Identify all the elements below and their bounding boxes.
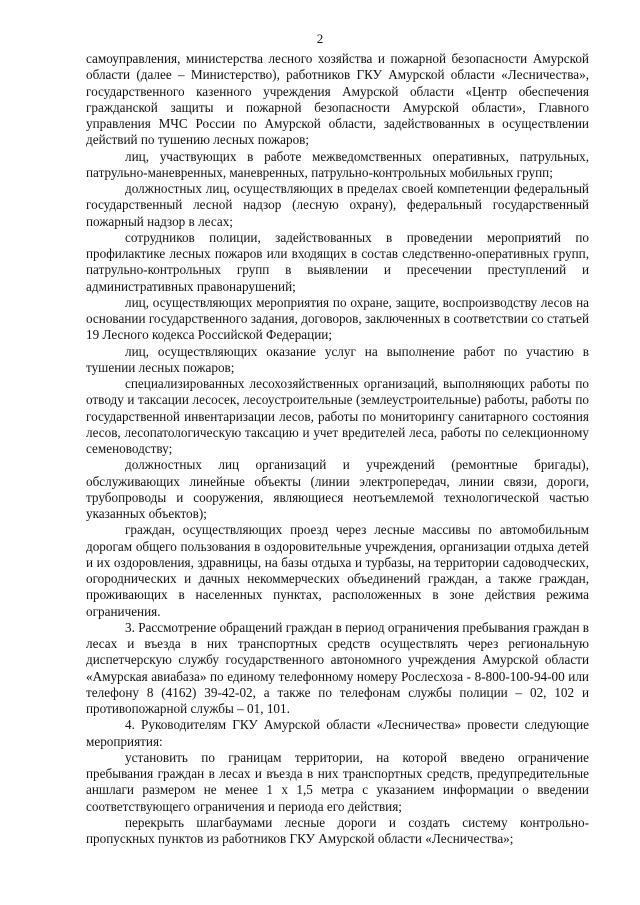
- paragraph-item: сотрудников полиции, задействованных в проведении мероприятий по профилактике лесных пожаров или входящих в состав следственно-оперативных групп, патрульно-контрольных групп в выявлении и пресечении преступлений и административных правонарушений;: [86, 229, 589, 294]
- paragraph-item: лиц, осуществляющих оказание услуг на выполнение работ по участию в тушении лесных пожаров;: [86, 343, 589, 375]
- paragraph-item: граждан, осуществляющих проезд через лесные массивы по автомобильным дорогам общего пользования в оздоровительные учреждения, организации отдыха детей и их оздоровления, здравницы, на базы отдыха и турбазы, на территории садоводческих, огороднических и дачных некоммерческих объединений граждан, а также граждан, проживающих в населенных пунктах, расположенных в зоне действия режима ограничения.: [86, 522, 589, 619]
- paragraph-clause-3: 3. Рассмотрение обращений граждан в период ограничения пребывания граждан в лесах и въезда в них транспортных средств осуществлять через региональную диспетчерскую службу государственного автономного учреждения Амурской области «Амурская авиабаза» по единому телефонному номеру Рослесхоза - 8-800-100-94-00 или телефону 8 (4162) 39-42-02, а также по телефонам службы полиции – 02, 102 и противопожарной службы – 01, 101.: [86, 619, 589, 716]
- document-body: [86, 51, 589, 847]
- paragraph-continuation: самоуправления, министерства лесного хозяйства и пожарной безопасности Амурской области (далее – Министерство), работников ГКУ Амурской области «Лесничества», государственного казенного учреждения Амурской области «Центр обеспечения гражданской защиты и пожарной безопасности Амурской области», Главного управления МЧС России по Амурской области, задействованных в осуществлении действий по тушению лесных пожаров;: [86, 51, 589, 148]
- page-number: 2: [316, 31, 324, 46]
- paragraph-item: лиц, участвующих в работе межведомственных оперативных, патрульных, патрульно-маневренных, маневренных, патрульно-контрольных мобильных групп;: [86, 148, 589, 180]
- paragraph-clause-4: 4. Руководителям ГКУ Амурской области «Лесничества» провести следующие мероприятия:: [86, 717, 589, 749]
- paragraph-item: лиц, осуществляющих мероприятия по охране, защите, воспроизводству лесов на основании государственного задания, договоров, заключенных в соответствии со статьей 19 Лесного кодекса Российской Федерации;: [86, 294, 589, 343]
- paragraph-item: специализированных лесохозяйственных организаций, выполняющих работы по отводу и таксации лесосек, лесоустроительные (землеустроительные) работы, работы по государственной инвентаризации лесов, работы по мониторингу санитарного состояния лесов, лесопатологическую таксацию и учет вредителей леса, работы по селекционному семеноводству;: [86, 376, 589, 456]
- paragraph-item: установить по границам территории, на которой введено ограничение пребывания граждан в лесах и въезда в них транспортных средств, предупредительные аншлаги размером не менее 1 х 1,5 метра с указанием информации о введении соответствующего ограничения и периода его действия;: [86, 749, 589, 814]
- paragraph-item: должностных лиц организаций и учреждений (ремонтные бригады), обслуживающих линейные объекты (линии электропередач, линии связи, дороги, трубопроводы и сооружения, являющиеся неотъемлемой технологической частью указанных объектов);: [86, 457, 589, 521]
- paragraph-item: перекрыть шлагбаумами лесные дороги и создать систему контрольно-пропускных пунктов из работников ГКУ Амурской области «Лесничества»;: [86, 814, 589, 846]
- paragraph-item: должностных лиц, осуществляющих в пределах своей компетенции федеральный государственный лесной надзор (лесную охрану), федеральный государственный пожарный надзор в лесах;: [86, 181, 589, 229]
